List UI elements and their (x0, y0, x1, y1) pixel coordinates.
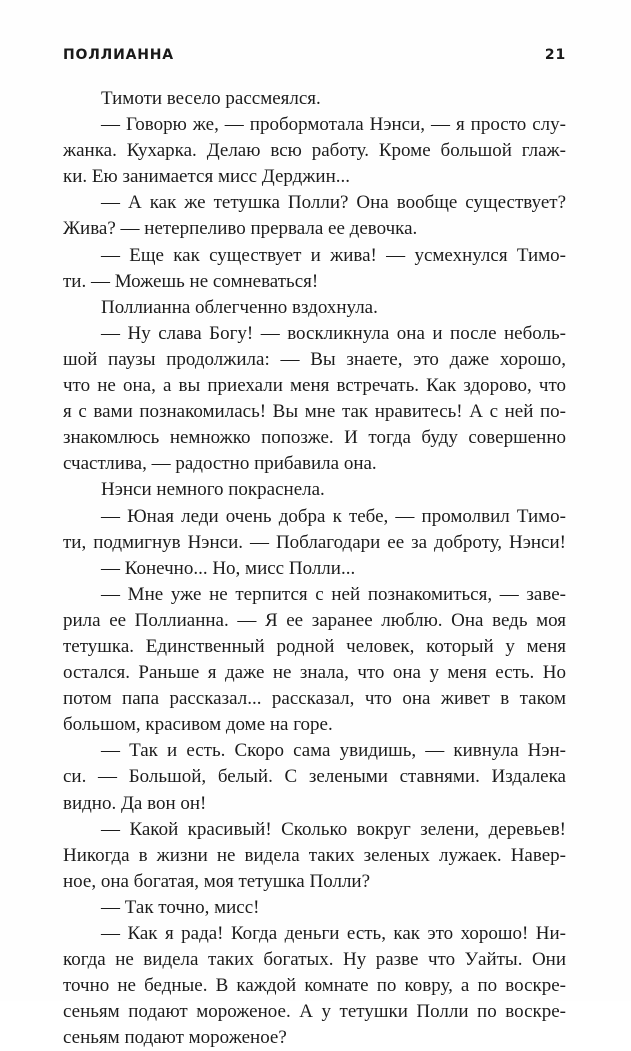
text-line: — Еще как существует и жива! — усмехнулся Тимо- (101, 244, 566, 266)
text-line: я с вами познакомилась! Вы мне так нравитесь! А с ней по- (63, 401, 566, 423)
text-line: Поллианна облегченно вздохнула. (101, 296, 378, 318)
text-line: ти, подмигнув Нэнси. — Поблагодари ее за доброту, Нэнси! (63, 531, 566, 553)
text-line: сеньям подают мороженое. А у тетушки Полли по воскре- (63, 1001, 566, 1023)
text-line: потом папа рассказал... рассказал, что она живет в таком (63, 688, 566, 710)
text-line: Тимоти весело рассмеялся. (101, 88, 321, 109)
text-line: — Ну слава Богу! — воскликнула она и после неболь- (101, 322, 566, 344)
text-line: Никогда в жизни не видела таких зеленых лужаек. Навер- (63, 844, 566, 866)
text-line: — А как же тетушка Полли? Она вообще существует? (101, 192, 566, 214)
text-line: сеньям подают мороженое? (63, 1027, 287, 1049)
text-line: — Так и есть. Скоро сама увидишь, — кивнула Нэн- (101, 740, 566, 762)
text-line: — Мне уже не терпится с ней познакомиться, — заве- (101, 583, 566, 605)
text-line: — Как я рада! Когда деньги есть, как это хорошо! Ни- (101, 923, 566, 944)
text-line: си. — Большой, белый. С зелеными ставнями. Издалека (63, 766, 566, 788)
running-title: ПОЛЛИАННА (63, 47, 174, 63)
text-line: Жива? — нетерпеливо прервала ее девочка. (63, 218, 418, 240)
text-line: видно. Да вон он! (63, 792, 207, 814)
text-line: — Юная леди очень добра к тебе, — промолвил Тимо- (101, 505, 566, 527)
text-line: жанка. Кухарка. Делаю всю работу. Кроме большой глаж- (63, 140, 566, 162)
text-line: — Так точно, мисс! (101, 896, 260, 918)
text-line: точно не бедные. В каждой комнате по ковру, а по воскре- (63, 975, 566, 997)
text-line: остался. Раньше я даже не знала, что она у меня есть. Но (63, 662, 566, 684)
text-line: тетушка. Единственный родной человек, который у меня (63, 635, 566, 657)
text-line: большом, красивом доме на горе. (63, 714, 333, 736)
text-line: ти. — Можешь не сомневаться! (63, 270, 319, 292)
running-head (63, 47, 566, 69)
text-line: знакомлюсь немножко попозже. И тогда буду совершенно (63, 427, 566, 449)
text-line: — Конечно... Но, мисс Полли... (101, 557, 356, 579)
text-line: что не она, а вы приехали меня встречать. Как здорово, что (63, 375, 566, 397)
text-line: рила ее Поллианна. — Я ее заранее люблю. Она ведь моя (63, 609, 566, 631)
text-line: шой паузы продолжила: — Вы знаете, это даже хорошо, (63, 348, 566, 370)
text-line: Нэнси немного покраснела. (101, 479, 325, 501)
page-number: 21 (544, 47, 566, 63)
text-line: — Какой красивый! Сколько вокруг зелени, деревьев! (101, 818, 566, 840)
text-line: — Говорю же, — пробормотала Нэнси, — я просто слу- (101, 114, 566, 136)
text-line: когда не видела таких богатых. Ну разве что Уайты. Они (63, 949, 566, 971)
body-text (63, 86, 566, 1051)
text-line: счастлива, — радостно прибавила она. (63, 453, 377, 475)
text-line: ки. Ею занимается мисс Дерджин... (63, 166, 351, 188)
text-line: ное, она богатая, моя тетушка Полли? (63, 870, 371, 892)
